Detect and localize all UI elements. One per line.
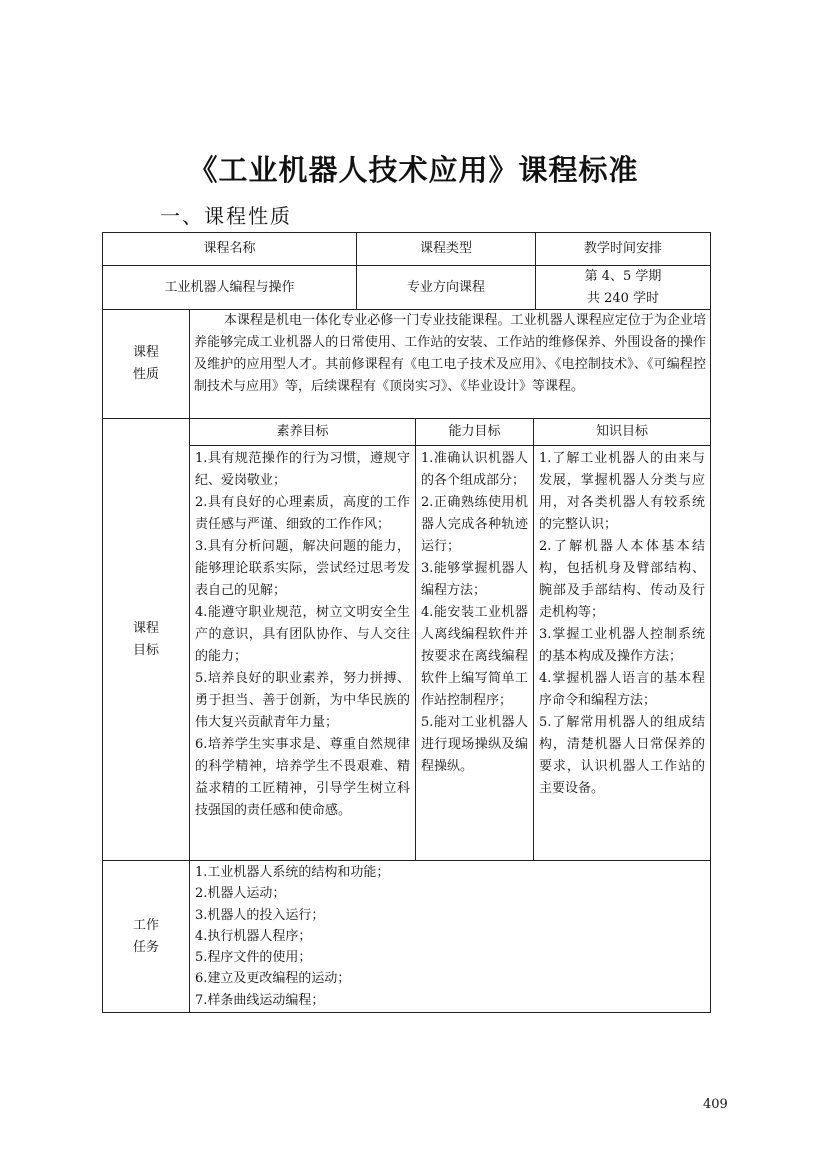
tasks-list — [195, 862, 705, 1012]
list-item: 5.了解常用机器人的组成结构，清楚机器人日常保养的要求，认识机器人工作站的主要设备。 — [539, 715, 705, 796]
list-item: 1.具有规范操作的行为习惯，遵规守纪、爱岗敬业； — [195, 451, 410, 488]
tasks-label — [103, 861, 189, 1012]
list-item: 2.正确熟练使用机器人完成各种轨迹运行； — [421, 495, 528, 554]
quality-goals-list — [195, 448, 410, 859]
list-item: 5.能对工业机器人进行现场操纵及编程操纵。 — [421, 715, 528, 774]
list-item: 5.培养良好的职业素养，努力拼搏、勇于担当、善于创新，为中华民族的伟大复兴贡献青年力量； — [195, 671, 410, 730]
list-item: 3.具有分析问题，解决问题的能力， 能够理论联系实际，尝试经过思考发表自己的见解； — [195, 539, 410, 598]
list-item: 5.程序文件的使用； — [195, 950, 312, 966]
list-item: 4.能安装工业机器人离线编程软件并按要求在离线编程软件上编写简单工作站控制程序； — [421, 605, 528, 708]
page-number: 409 — [703, 1097, 728, 1112]
schedule-value — [536, 266, 710, 309]
table-border-bottom — [102, 1012, 711, 1013]
list-item: 1.准确认识机器人的各个组成部分； — [421, 451, 528, 488]
col-ability-goals: 能力目标 — [448, 424, 501, 439]
ability-goals-list — [421, 448, 528, 859]
list-item: 1.工业机器人系统的结构和功能； — [195, 865, 390, 880]
col-quality-goals: 素养目标 — [276, 424, 329, 439]
list-item: 6.培养学生实事求是、尊重自然规律的科学精神，培养学生不畏艰难、精益求精的工匠精神，引导学生树立科技强国的责任感和使命感。 — [195, 737, 410, 818]
list-item: 7.样条曲线运动编程； — [195, 992, 325, 1008]
list-item: 3.能够掌握机器人编程方法； — [421, 561, 528, 598]
course-name-value: 工业机器人编程与操作 — [164, 279, 295, 295]
course-type-value: 专业方向课程 — [406, 279, 485, 295]
table-rule — [533, 418, 534, 861]
list-item: 1.了解工业机器人的由来与发展，掌握机器人分类与应用，对各类机器人有较系统的完整认识； — [539, 451, 705, 532]
list-item: 2.了解机器人本体基本结构，包括机身及臂部结构、腕部及手部结构、传动及行走机构等； — [539, 539, 705, 620]
tasks-label-line: 工作 — [132, 917, 159, 933]
table-rule — [189, 445, 711, 446]
list-item: 3.机器人的投入运行； — [195, 907, 325, 923]
tasks-label-line: 任务 — [132, 939, 159, 955]
document-title: 《工业机器人技术应用》课程标准 — [188, 153, 639, 187]
list-item: 3.掌握工业机器人控制系统的基本构成及操作方法； — [539, 627, 705, 664]
list-item: 6.建立及更改编程的运动； — [195, 971, 351, 987]
goals-label — [103, 419, 189, 860]
list-item: 2.机器人运动； — [195, 886, 286, 902]
header-course-type: 课程类型 — [419, 241, 472, 256]
table-rule — [415, 418, 416, 861]
section-heading: 一、课程性质 — [160, 204, 292, 228]
list-item: 4.能遵守职业规范，树立文明安全生产的意识，具有团队协作、与人交往的能力； — [195, 605, 410, 664]
nature-label-line: 性质 — [132, 367, 159, 382]
header-course-name: 课程名称 — [203, 241, 256, 256]
schedule-semesters: 第 4、5 学期 — [584, 268, 662, 284]
goals-label-line: 课程 — [132, 620, 159, 636]
nature-label — [103, 310, 189, 418]
col-knowledge-goals: 知识目标 — [595, 424, 648, 439]
goals-label-line: 目标 — [132, 642, 159, 658]
header-schedule: 教学时间安排 — [583, 241, 662, 256]
schedule-hours: 共 240 学时 — [586, 290, 660, 306]
nature-text: 本课程是机电一体化专业必修一门专业技能课程。工业机器人课程应定位于为企业培养能够完成工业机器人的日常使用、工作站的安装、工作站的维修保养、外围设备的操作及维护的应用型人才。其前修课程有《电工电子技术及应用》、《电控制技术》、《可编程控制技术与应用》等，后续课程有《顶岗实习》、《毕业设计》等课程。 — [194, 313, 706, 394]
knowledge-goals-list — [539, 448, 705, 859]
list-item: 2.具有良好的心理素质，高度的工作责任感与严谨、细致的工作作风； — [195, 495, 410, 532]
table-rule — [102, 860, 711, 861]
list-item: 4.执行机器人程序； — [195, 928, 312, 944]
list-item: 4.掌握机器人语言的基本程序命令和编程方法； — [539, 671, 705, 708]
table-border-right — [710, 232, 711, 1013]
nature-label-line: 课程 — [132, 345, 159, 360]
table-rule — [189, 309, 190, 1013]
